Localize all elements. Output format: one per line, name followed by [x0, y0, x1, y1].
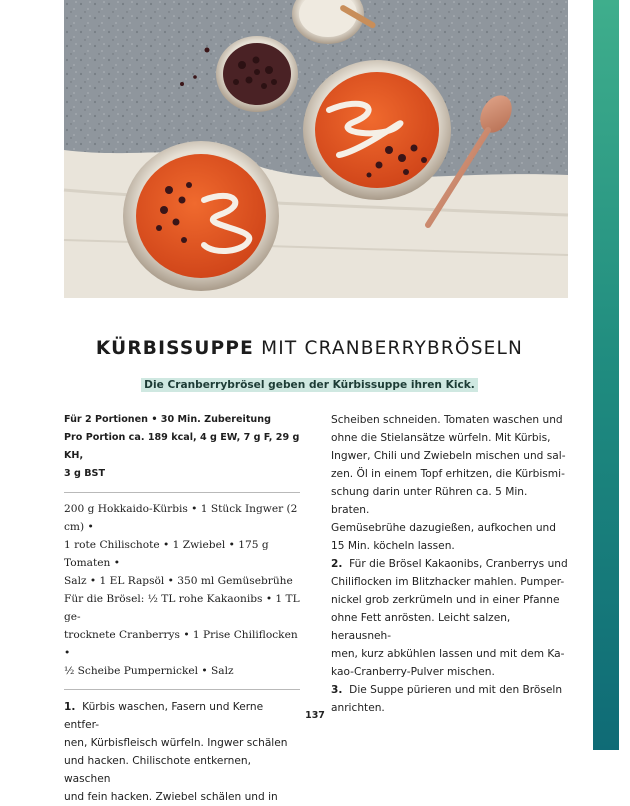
recipe-title-light: MIT CRANBERRYBRÖSELN [261, 338, 524, 359]
step-line: zen. Öl in einem Topf erhitzen, die Kürbismi- [331, 468, 565, 480]
step-1-continued [331, 411, 569, 555]
ingredient-line: Salz • 1 EL Rapsöl • 350 ml Gemüsebrühe [64, 575, 293, 587]
step-line: Gemüsebrühe dazugießen, aufkochen und [331, 522, 556, 534]
step-line: und hacken. Chilischote entkernen, waschen [64, 755, 251, 785]
step-2 [331, 555, 569, 681]
divider [64, 689, 300, 690]
step-line: ohne die Stielansätze würfeln. Mit Kürbis, [331, 432, 551, 444]
left-column [64, 411, 300, 806]
step-line: 15 Min. köcheln lassen. [331, 540, 455, 552]
step-line: anrichten. [331, 702, 385, 714]
step-line: nickel grob zerkrümeln und in einer Pfanne [331, 594, 560, 606]
step-line: Ingwer, Chili und Zwiebeln mischen und sal- [331, 450, 566, 462]
step-line: und fein hacken. Zwiebel schälen und in [64, 791, 278, 803]
meta-line: Für 2 Portionen • 30 Min. Zubereitung [64, 414, 271, 425]
ingredient-line: 200 g Hokkaido-Kürbis • 1 Stück Ingwer (2 cm) • [64, 503, 298, 533]
step-line: Kürbis waschen, Fasern und Kerne entfer- [64, 701, 264, 731]
recipe-title-bold: KÜRBISSUPPE [95, 338, 254, 359]
divider [64, 492, 300, 493]
step-number: 2. [331, 558, 343, 570]
ingredient-line: ½ Scheibe Pumpernickel • Salz [64, 665, 234, 677]
step-line: Scheiben schneiden. Tomaten waschen und [331, 414, 563, 426]
right-column [331, 411, 569, 717]
step-line: ohne Fett anrösten. Leicht salzen, herausneh- [331, 612, 511, 642]
recipe-meta [64, 411, 300, 483]
step-line: men, kurz abkühlen lassen und mit dem Ka- [331, 648, 565, 660]
ingredient-line: Für die Brösel: ½ TL rohe Kakaonibs • 1 TL ge- [64, 593, 300, 623]
step-line: Die Suppe pürieren und mit den Bröseln [349, 684, 563, 696]
step-line: kao-Cranberry-Pulver mischen. [331, 666, 495, 678]
ingredient-line: 1 rote Chilischote • 1 Zwiebel • 175 g Tomaten • [64, 539, 269, 569]
step-number: 1. [64, 701, 76, 713]
step-line: schung darin unter Rühren ca. 5 Min. braten. [331, 486, 528, 516]
ingredient-line: trocknete Cranberrys • 1 Prise Chiliflocken • [64, 629, 298, 659]
step-line: Chiliflocken im Blitzhacker mahlen. Pumper- [331, 576, 565, 588]
page-number: 137 [305, 710, 325, 721]
step-line: nen, Kürbisfleisch würfeln. Ingwer schälen [64, 737, 288, 749]
recipe-photo [64, 0, 568, 298]
recipe-subtitle: Die Cranberrybrösel geben der Kürbissuppe ihren Kick. [141, 378, 478, 392]
meta-line: 3 g BST [64, 468, 105, 479]
recipe-title [0, 338, 619, 359]
step-number: 3. [331, 684, 343, 696]
step-line: Für die Brösel Kakaonibs, Cranberrys und [349, 558, 568, 570]
meta-line: Pro Portion ca. 189 kcal, 4 g EW, 7 g F, 29 g KH, [64, 432, 300, 461]
ingredients-list [64, 500, 300, 680]
